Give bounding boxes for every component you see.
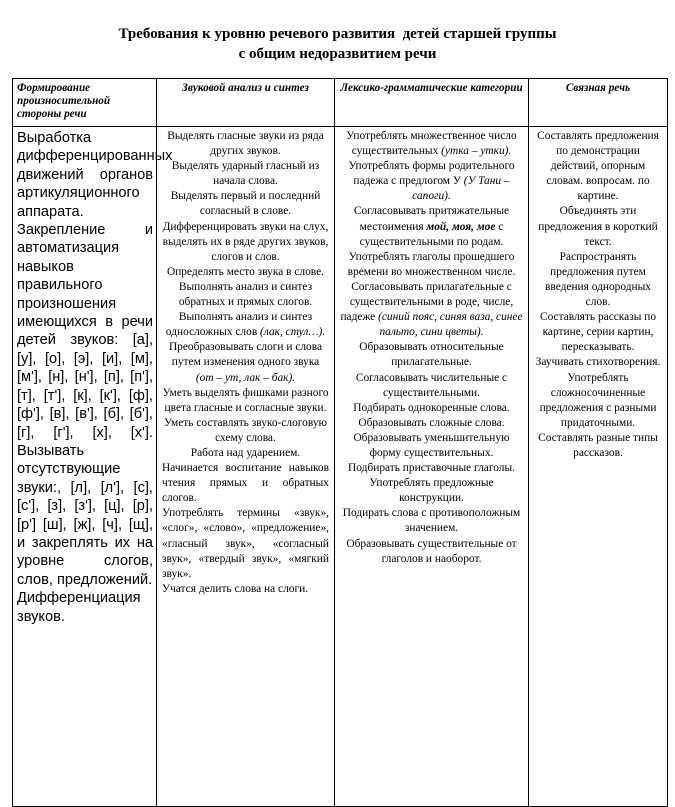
list-item (162, 340, 329, 385)
example-text: (лак, стул…). (260, 326, 326, 339)
list-item: Образовывать существительные от глаголов и наоборот. (346, 537, 517, 565)
document-title (0, 24, 675, 64)
list-item: Образовывать уменьшительную форму существительных. (353, 431, 510, 459)
list-item (340, 204, 523, 249)
header-coherent-speech: Связная речь (529, 79, 668, 127)
header-sound-analysis: Звуковой анализ и синтез (157, 79, 335, 127)
list-item: Выделять ударный гласный из начала слова. (171, 160, 320, 188)
pronunciation-text-3: Дифференциация звуков. (17, 590, 141, 625)
header-row (13, 79, 668, 127)
list-item: Образовывать сложные слова. (358, 416, 505, 429)
list-item: Употреблять глаголы прошедшего времени во множественном числе. (347, 250, 516, 278)
list-item (162, 310, 329, 340)
header-pronunciation: Формирование произносительной стороны речи (13, 79, 157, 127)
list-item (340, 159, 523, 204)
list-item: Выделять первый и последний согласный в слове. (170, 190, 321, 218)
list-item-text: Употреблять формы родительного падежа с предлогом У (348, 160, 515, 188)
list-item (340, 129, 523, 159)
list-item: Уметь выделять фишками разного цвета гласные и согласные звуки. (162, 386, 329, 414)
list-item-text: Выполнять анализ и синтез односложных слов (165, 311, 313, 339)
list-item: Употреблять предложные конструкции. (369, 477, 494, 505)
list-item: Подирать слова с противоположным значением. (342, 507, 521, 535)
list-item: Работа над ударением. (190, 446, 301, 459)
list-item: Составлять рассказы по картине, серии картин, пересказывать. (539, 311, 657, 354)
cell-coherent-speech (529, 127, 668, 807)
cell-pronunciation (13, 127, 173, 807)
list-item: Согласовывать числительные с существительными. (355, 371, 508, 399)
list-item: Объединять эти предложения в короткий текст. (538, 205, 658, 248)
list-item: Подбирать приставочные глаголы. (348, 462, 515, 475)
example-text: (У Тани – сапоги). (412, 175, 510, 203)
example-text: (утка – утки). (441, 145, 512, 158)
title-line-1: Требования к уровню речевого развития детей старшей группы (118, 26, 557, 42)
requirements-table (12, 78, 668, 807)
cell-sound-analysis (157, 127, 335, 807)
pronouns-text: мой, моя, мое (426, 220, 496, 233)
list-item: Учатся делить слова на слоги. (162, 582, 309, 595)
list-item: Выделять гласные звуки из ряда других звуков. (167, 130, 324, 158)
list-item (340, 280, 523, 340)
list-item-text: Согласовывать прилагательные с существительными в роде, числе, падеже (340, 280, 514, 324)
list-item: Составлять предложения по демонстрации действий, опорным словам. вопросам. по картине. (537, 130, 659, 203)
example-text: (синий пояс, синяя ваза, синее пальто, сини цветы). (378, 311, 523, 339)
title-line-2: с общим недоразвитием речи (238, 46, 437, 62)
list-item: Составлять разные типы рассказов. (538, 431, 658, 459)
list-item: Дифференцировать звуки на слух, выделять их в ряде других звуков, слогов и слов. (162, 220, 329, 263)
list-item: Образовывать относительные прилагательные. (359, 341, 504, 369)
pronunciation-text-2: Вызывать отсутствующие звуки:, [л], [л'], [с], [с'], [з], [з'], [ц], [р], [р'] [ш], [ж], [ч], [щ], и закреплять их на уровне слогов, слов, предложений. (17, 442, 153, 588)
list-item-text: Преобразовывать слоги и слова путем изменения одного звука (168, 341, 323, 369)
list-item-text: Согласовывать притяжательные местоимения (353, 205, 510, 233)
list-item: Начинается воспитание навыков чтения прямых и обратных слогов. (162, 462, 329, 505)
list-item: Выполнять анализ и синтез обратных и прямых слогов. (178, 280, 313, 309)
list-item: Распространять предложения путем введения однородных слов. (545, 250, 651, 309)
list-item: Определять место звука в слове. (166, 265, 324, 278)
list-item-text: с существительными по родам. (359, 220, 504, 248)
example-text: (от – ут, лак – бак). (195, 371, 296, 384)
list-item: Уметь составлять звуко-слоговую схему слова. (163, 416, 328, 444)
list-item: Употреблять термины «звук», «слог», «слово», «предложение», «гласный звук», «согласный звук», «твердый звук», «мягкий звук». (162, 507, 329, 580)
list-item: Подбирать однокоренные слова. (353, 401, 510, 414)
pronunciation-text-1: Выработка дифференцированных движений органов артикуляционного аппарата. Закрепление и автоматизация навыков правильного произношения имеющихся в речи детей звуков: [а], [у], [о], [э], [и], [м], [м'], [н], [н'], [п], [п'], [т], [т'], [к], [к'], [ф], [ф'], [в], [в'], [б], [б'], [г], [г'], [х], [х']. (17, 130, 173, 441)
list-item: Заучивать стихотворения. (535, 356, 661, 369)
content-row (13, 127, 668, 807)
cell-lexico-grammar (335, 127, 529, 807)
header-lexico-grammar: Лексико-грамматические категории (335, 79, 529, 127)
list-item-text: Употреблять множественное число существительных (346, 130, 517, 158)
list-item: Употреблять сложносочиненные предложения с разными придаточными. (539, 371, 657, 429)
